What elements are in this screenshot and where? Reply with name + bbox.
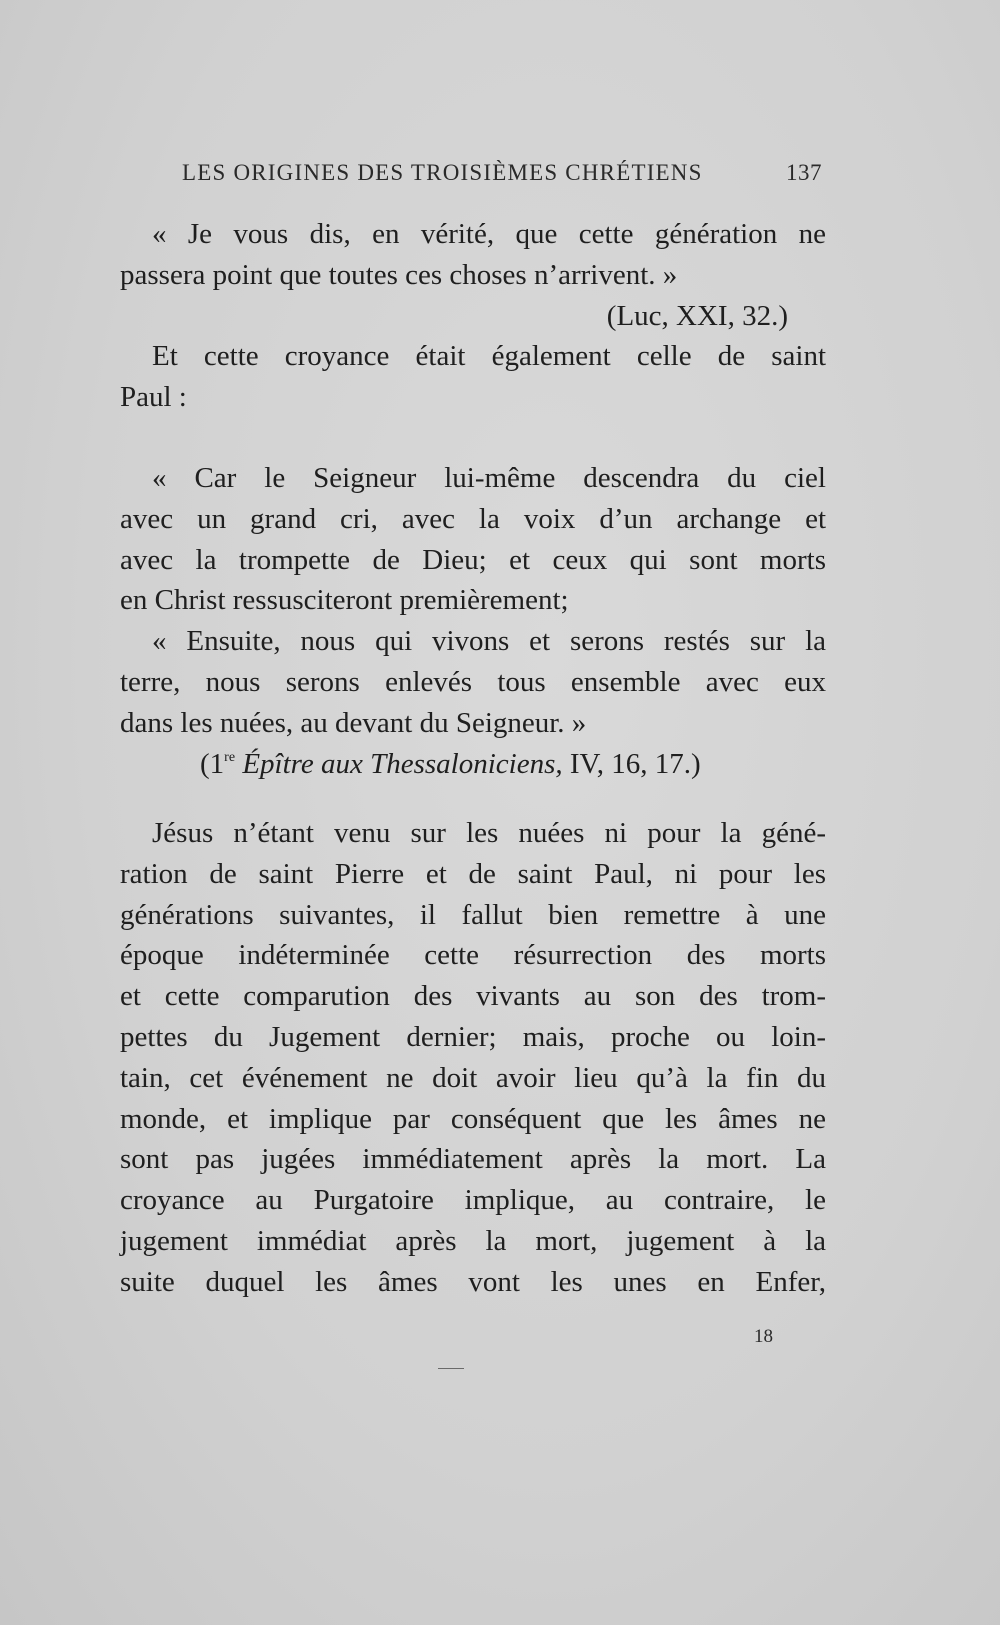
text-line: et cette comparution des vivants au son des trom- — [120, 980, 826, 1013]
text-line: Paul : — [120, 381, 187, 414]
text-line: « Je vous dis, en vérité, que cette génération ne — [152, 218, 826, 250]
text-line: avec la trompette de Dieu; et ceux qui sont morts — [120, 543, 826, 576]
luke-quotation-block — [120, 214, 826, 418]
citation-open: (1 — [200, 747, 225, 780]
citation-reference: IV, 16, 17.) — [562, 747, 701, 780]
citation-luke: (Luc, XXI, 32.) — [606, 299, 788, 332]
text-line: avec un grand cri, avec la voix d’un archange et — [120, 502, 826, 535]
text-line: jugement immédiat après la mort, jugement à la — [120, 1224, 826, 1257]
text-line: suite duquel les âmes vont les unes en Enfer, — [120, 1265, 826, 1298]
text-line: époque indéterminée cette résurrection des morts — [120, 939, 826, 972]
signature-mark: 18 — [754, 1326, 773, 1347]
running-head — [182, 160, 822, 186]
thessalonians-quotation-block — [120, 458, 826, 784]
text-line: en Christ ressusciteront premièrement; — [120, 584, 569, 617]
text-line: Jésus n’étant venu sur les nuées ni pour la géné- — [152, 817, 826, 849]
text-line: croyance au Purgatoire implique, au contraire, le — [120, 1184, 826, 1217]
text-line: sont pas jugées immédiatement après la mort. La — [120, 1143, 826, 1176]
text-line: passera point que toutes ces choses n’arrivent. » — [120, 258, 678, 291]
text-line: « Ensuite, nous qui vivons et serons restés sur la — [152, 625, 826, 658]
text-line: pettes du Jugement dernier; mais, proche ou loin- — [120, 1020, 826, 1053]
decorative-dash — [438, 1368, 464, 1369]
text-line: ration de saint Pierre et de saint Paul, ni pour les — [120, 857, 826, 890]
text-line: terre, nous serons enlevés tous ensemble avec eux — [120, 665, 826, 698]
citation-superscript: re — [224, 749, 236, 765]
text-line: dans les nuées, au devant du Seigneur. » — [120, 706, 587, 739]
citation-title: Épître aux Thessaloniciens, — [242, 747, 563, 780]
text-line: Et cette croyance était également celle de saint — [152, 340, 826, 373]
text-line: monde, et implique par conséquent que les âmes ne — [120, 1102, 826, 1135]
text-line: « Car le Seigneur lui-même descendra du ciel — [152, 462, 826, 494]
commentary-paragraph — [120, 813, 826, 1303]
citation-thessaloniciens — [120, 744, 826, 785]
text-line: générations suivantes, il fallut bien remettre à une — [120, 898, 826, 931]
page-number: 137 — [786, 160, 822, 185]
running-head-title: LES ORIGINES DES TROISIÈMES CHRÉTIENS — [182, 160, 703, 185]
text-line: tain, cet événement ne doit avoir lieu qu’à la fin du — [120, 1061, 826, 1094]
